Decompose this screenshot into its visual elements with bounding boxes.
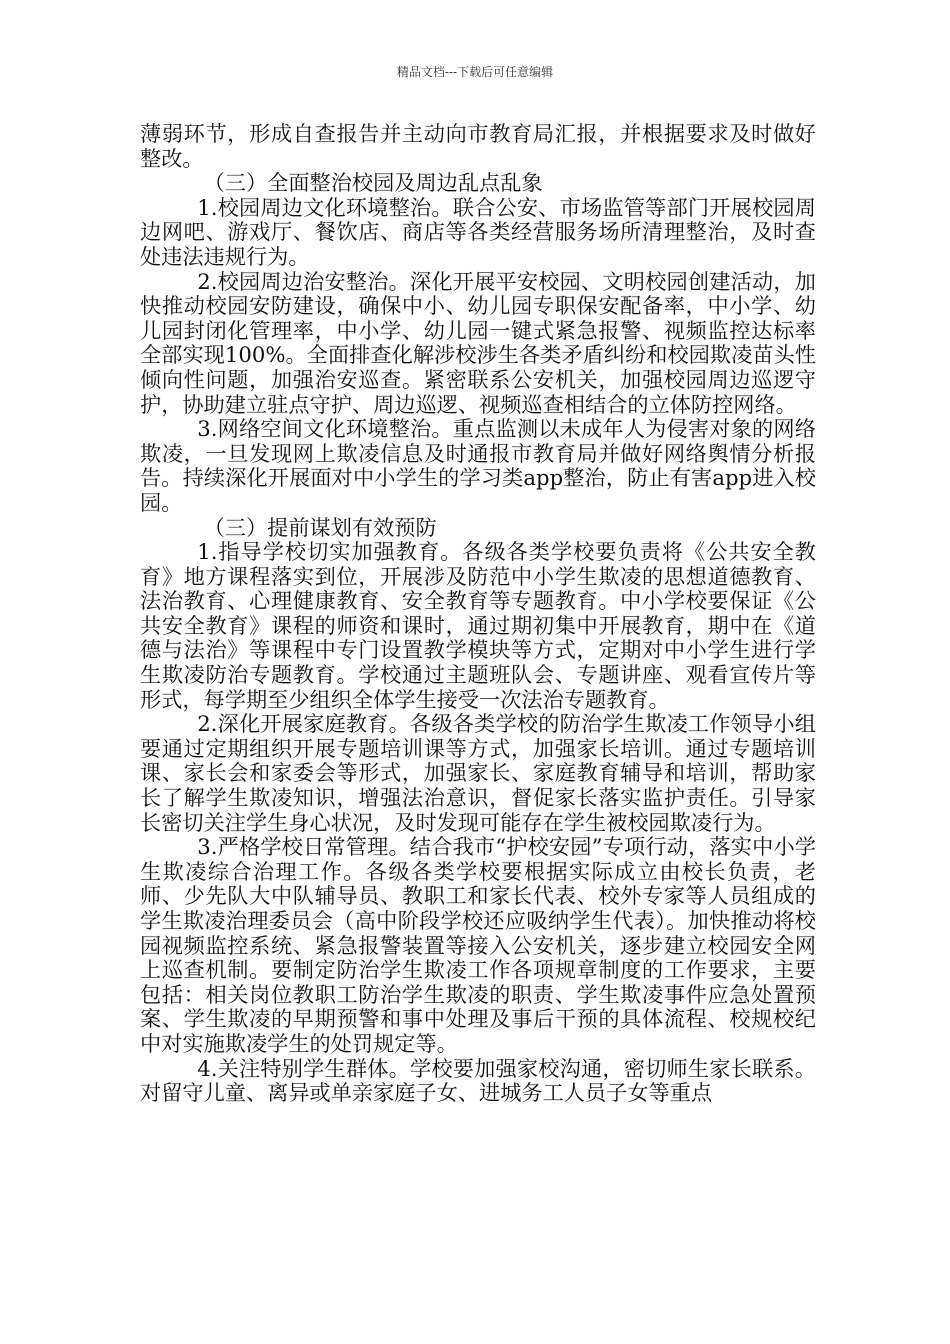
document-body	[140, 122, 816, 1106]
paragraph: 1.指导学校切实加强教育。各级各类学校要负责将《公共安全教育》地方课程落实到位，开展涉及防范中小学生欺凌的思想道德教育、法治教育、心理健康教育、安全教育等专题教育。中小学校要保证《公共安全教育》课程的师资和课时，通过期初集中开展教育，期中在《道德与法治》等课程中专门设置教学模块等方式，定期对中小学生进行学生欺凌防治专题教育。学校通过主题班队会、专题讲座、观看宣传片等形式，每学期至少组织全体学生接受一次法治专题教育。	[140, 539, 816, 712]
section-heading: （三）提前谋划有效预防	[203, 514, 437, 540]
paragraph-continuation: 薄弱环节，形成自查报告并主动向市教育局汇报，并根据要求及时做好整改。	[140, 121, 816, 171]
paragraph: 2.深化开展家庭教育。各级各类学校的防治学生欺凌工作领导小组要通过定期组织开展专题培训课等方式，加强家长培训。通过专题培训课、家长会和家委会等形式，加强家长、家庭教育辅导和培训，帮助家长了解学生欺凌知识，增强法治意识，督促家长落实监护责任。引导家长密切关注学生身心状况，及时发现可能存在学生被校园欺凌行为。	[140, 711, 816, 835]
paragraph: 3.网络空间文化环境整治。重点监测以未成年人为侵害对象的网络欺凌，一旦发现网上欺凌信息及时通报市教育局并做好网络舆情分析报告。持续深化开展面对中小学生的学习类app整治，防止有害app进入校园。	[140, 416, 816, 515]
paragraph: 2.校园周边治安整治。深化开展平安校园、文明校园创建活动，加快推动校园安防建设，确保中小、幼儿园专职保安配备率，中小学、幼儿园封闭化管理率，中小学、幼儿园一键式紧急报警、视频监控达标率全部实现100%。全面排查化解涉校涉生各类矛盾纠纷和校园欺凌苗头性倾向性问题，加强治安巡查。紧密联系公安机关，加强校园周边巡逻守护，协助建立驻点守护、周边巡逻、视频巡查相结合的立体防控网络。	[140, 268, 816, 417]
paragraph: 3.严格学校日常管理。结合我市“护校安园”专项行动，落实中小学生欺凌综合治理工作。各级各类学校要根据实际成立由校长负责，老师、少先队大中队辅导员、教职工和家长代表、校外专家等人员组成的学生欺凌治理委员会（高中阶段学校还应吸纳学生代表）。加快推动将校园视频监控系统、紧急报警装置等接入公安机关，逐步建立校园安全网上巡查机制。要制定防治学生欺凌工作各项规章制度的工作要求，主要包括：相关岗位教职工防治学生欺凌的职责、学生欺凌事件应急处置预案、学生欺凌的早期预警和事中处理及事后干预的具体流程、校规校纪中对实施欺凌学生的处罚规定等。	[140, 834, 816, 1056]
header-text: 精品文档---下载后可任意编辑	[396, 65, 554, 79]
paragraph: 4.关注特别学生群体。学校要加强家校沟通，密切师生家长联系。对留守儿童、离异或单亲家庭子女、进城务工人员子女等重点	[140, 1055, 816, 1106]
page-header	[0, 64, 950, 80]
section-heading: （三）全面整治校园及周边乱点乱象	[203, 170, 543, 196]
paragraph: 1.校园周边文化环境整治。联合公安、市场监管等部门开展校园周边网吧、游戏厅、餐饮店、商店等各类经营服务场所清理整治，及时查处违法违规行为。	[140, 194, 816, 269]
